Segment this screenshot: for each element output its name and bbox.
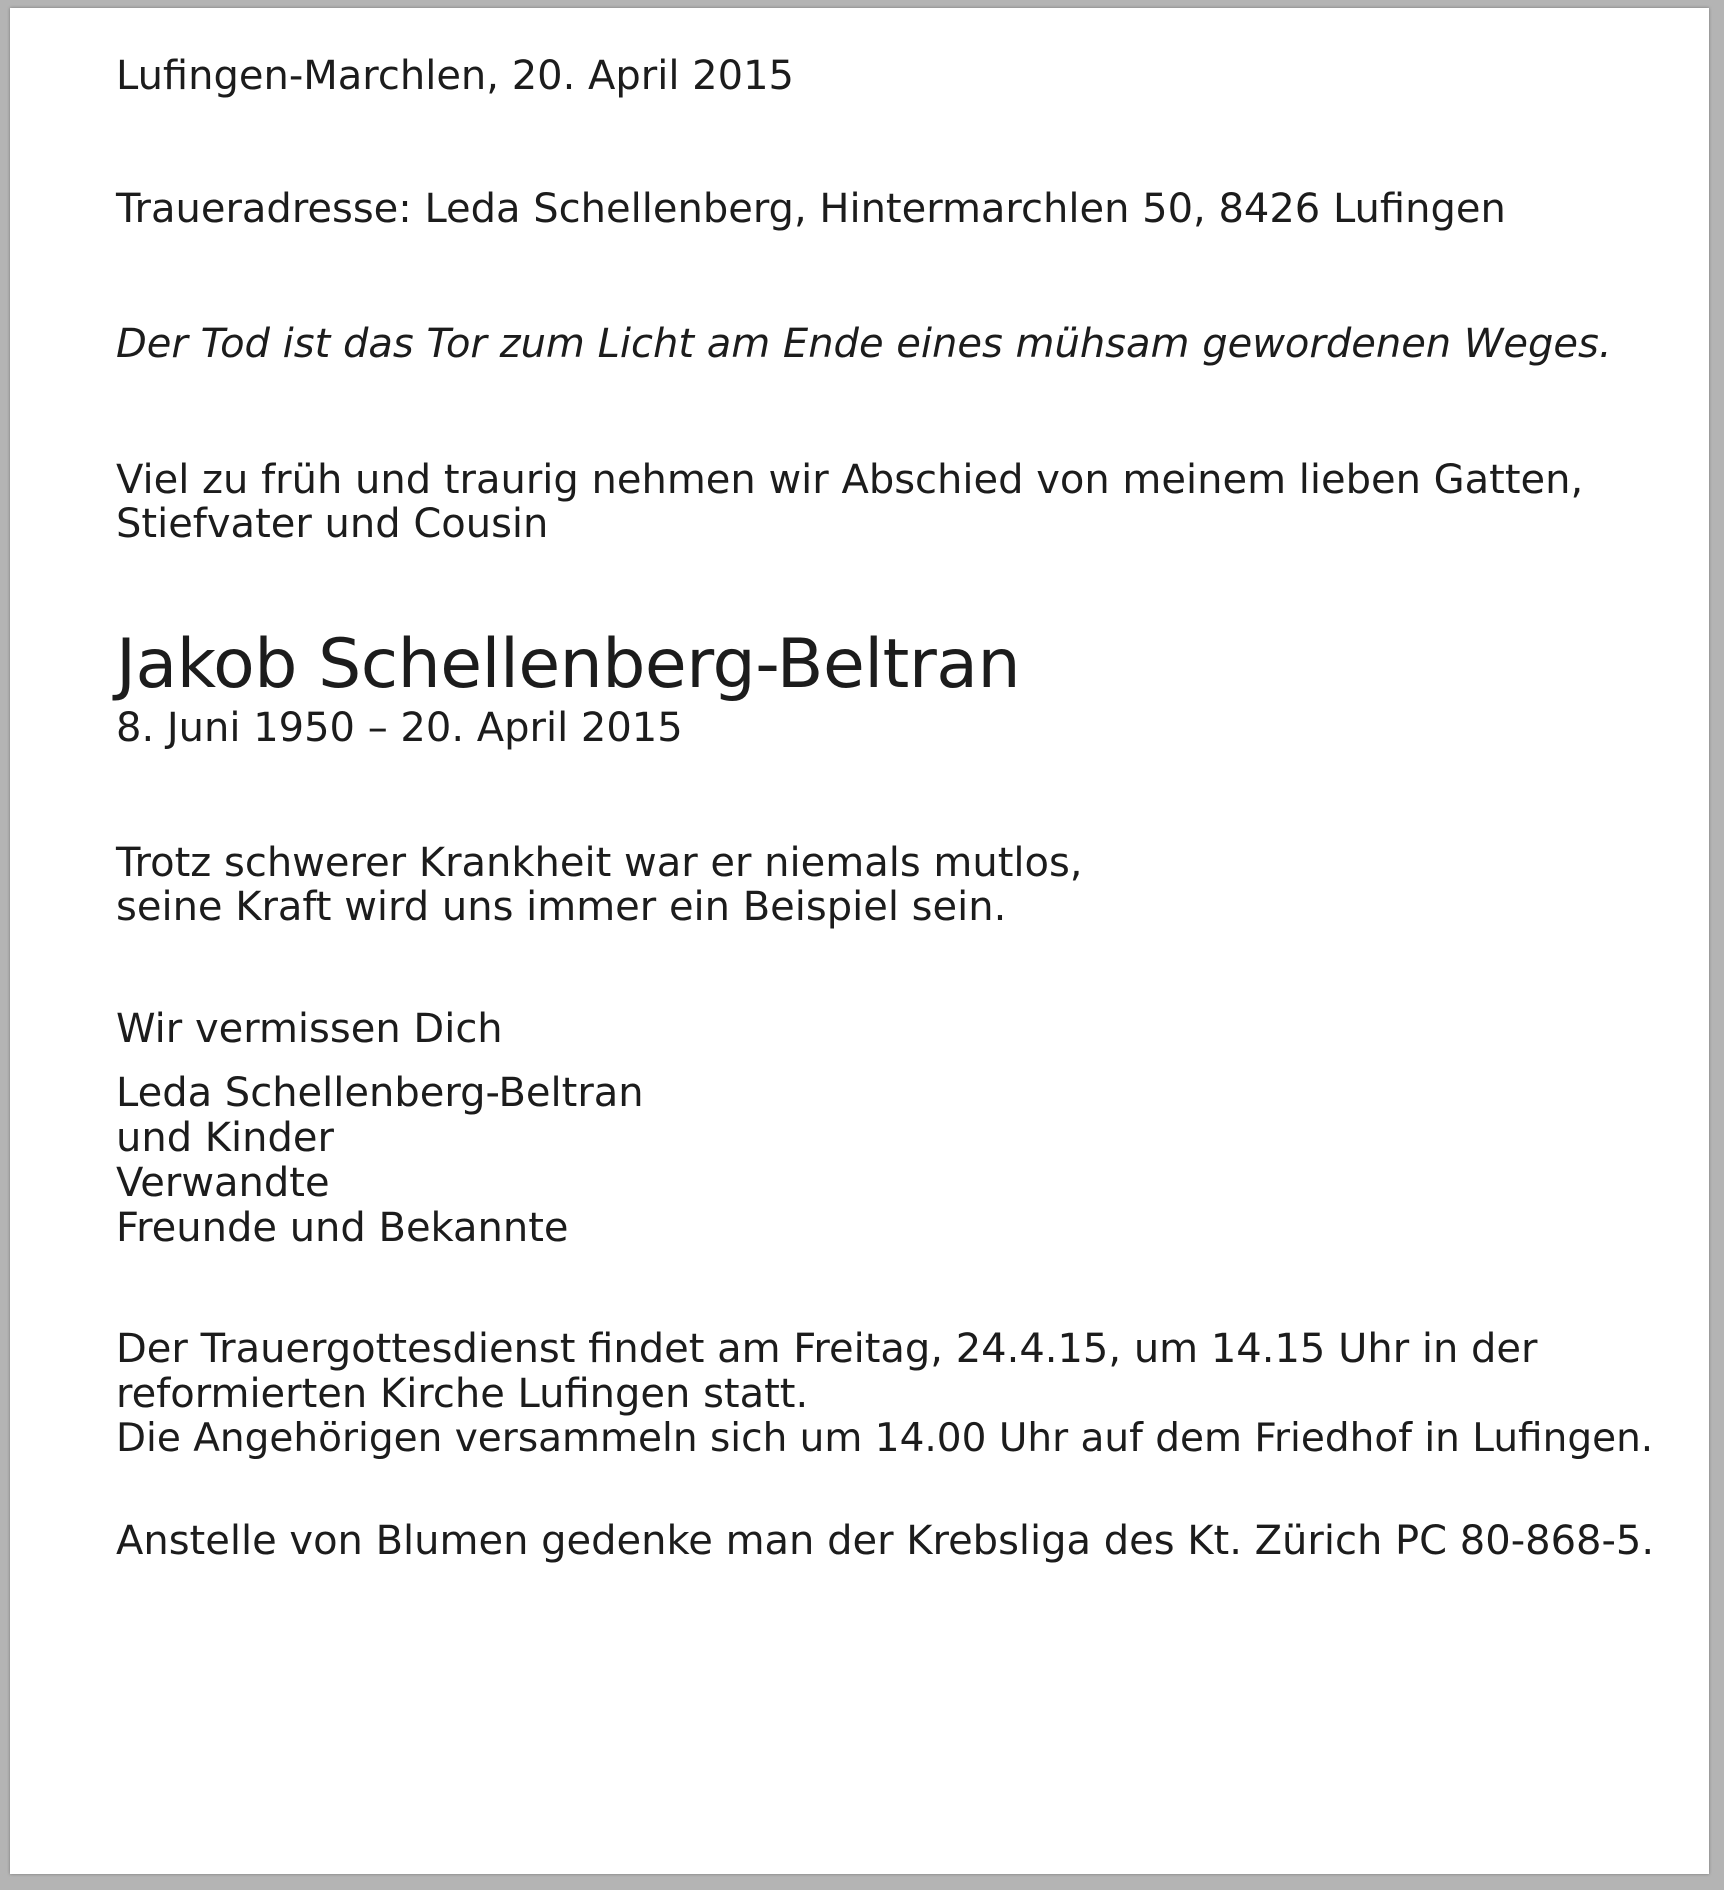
life-dates: 8. Juni 1950 – 20. April 2015 [116, 705, 683, 751]
mourner-line: Leda Schellenberg-Beltran [116, 1070, 644, 1116]
tribute-line-1: Trotz schwerer Krankheit war er niemals mutlos, [116, 840, 1083, 886]
mourner-line: Freunde und Bekannte [116, 1205, 569, 1251]
intro-line-1: Viel zu früh und traurig nehmen wir Abschied von meinem lieben Gatten, [116, 457, 1584, 503]
obituary-page [10, 8, 1709, 1874]
mourning-address: Traueradresse: Leda Schellenberg, Hintermarchlen 50, 8426 Lufingen [116, 186, 1506, 232]
tribute-line-2: seine Kraft wird uns immer ein Beispiel sein. [116, 884, 1007, 930]
quote: Der Tod ist das Tor zum Licht am Ende eines mühsam gewordenen Weges. [116, 321, 1612, 367]
intro-line-2: Stiefvater und Cousin [116, 501, 549, 547]
mourner-line: Verwandte [116, 1160, 330, 1206]
deceased-name: Jakob Schellenberg-Beltran [116, 625, 1021, 704]
place-date: Lufingen-Marchlen, 20. April 2015 [116, 53, 794, 99]
donation-note: Anstelle von Blumen gedenke man der Krebsliga des Kt. Zürich PC 80-868-5. [116, 1518, 1655, 1564]
mourner-line: und Kinder [116, 1115, 334, 1161]
service-line-3: Die Angehörigen versammeln sich um 14.00 Uhr auf dem Friedhof in Lufingen. [116, 1416, 1654, 1461]
farewell: Wir vermissen Dich [116, 1006, 503, 1052]
service-line-2: reformierten Kirche Lufingen statt. [116, 1371, 809, 1417]
service-line-1: Der Trauergottesdienst findet am Freitag, 24.4.15, um 14.15 Uhr in der [116, 1326, 1538, 1372]
